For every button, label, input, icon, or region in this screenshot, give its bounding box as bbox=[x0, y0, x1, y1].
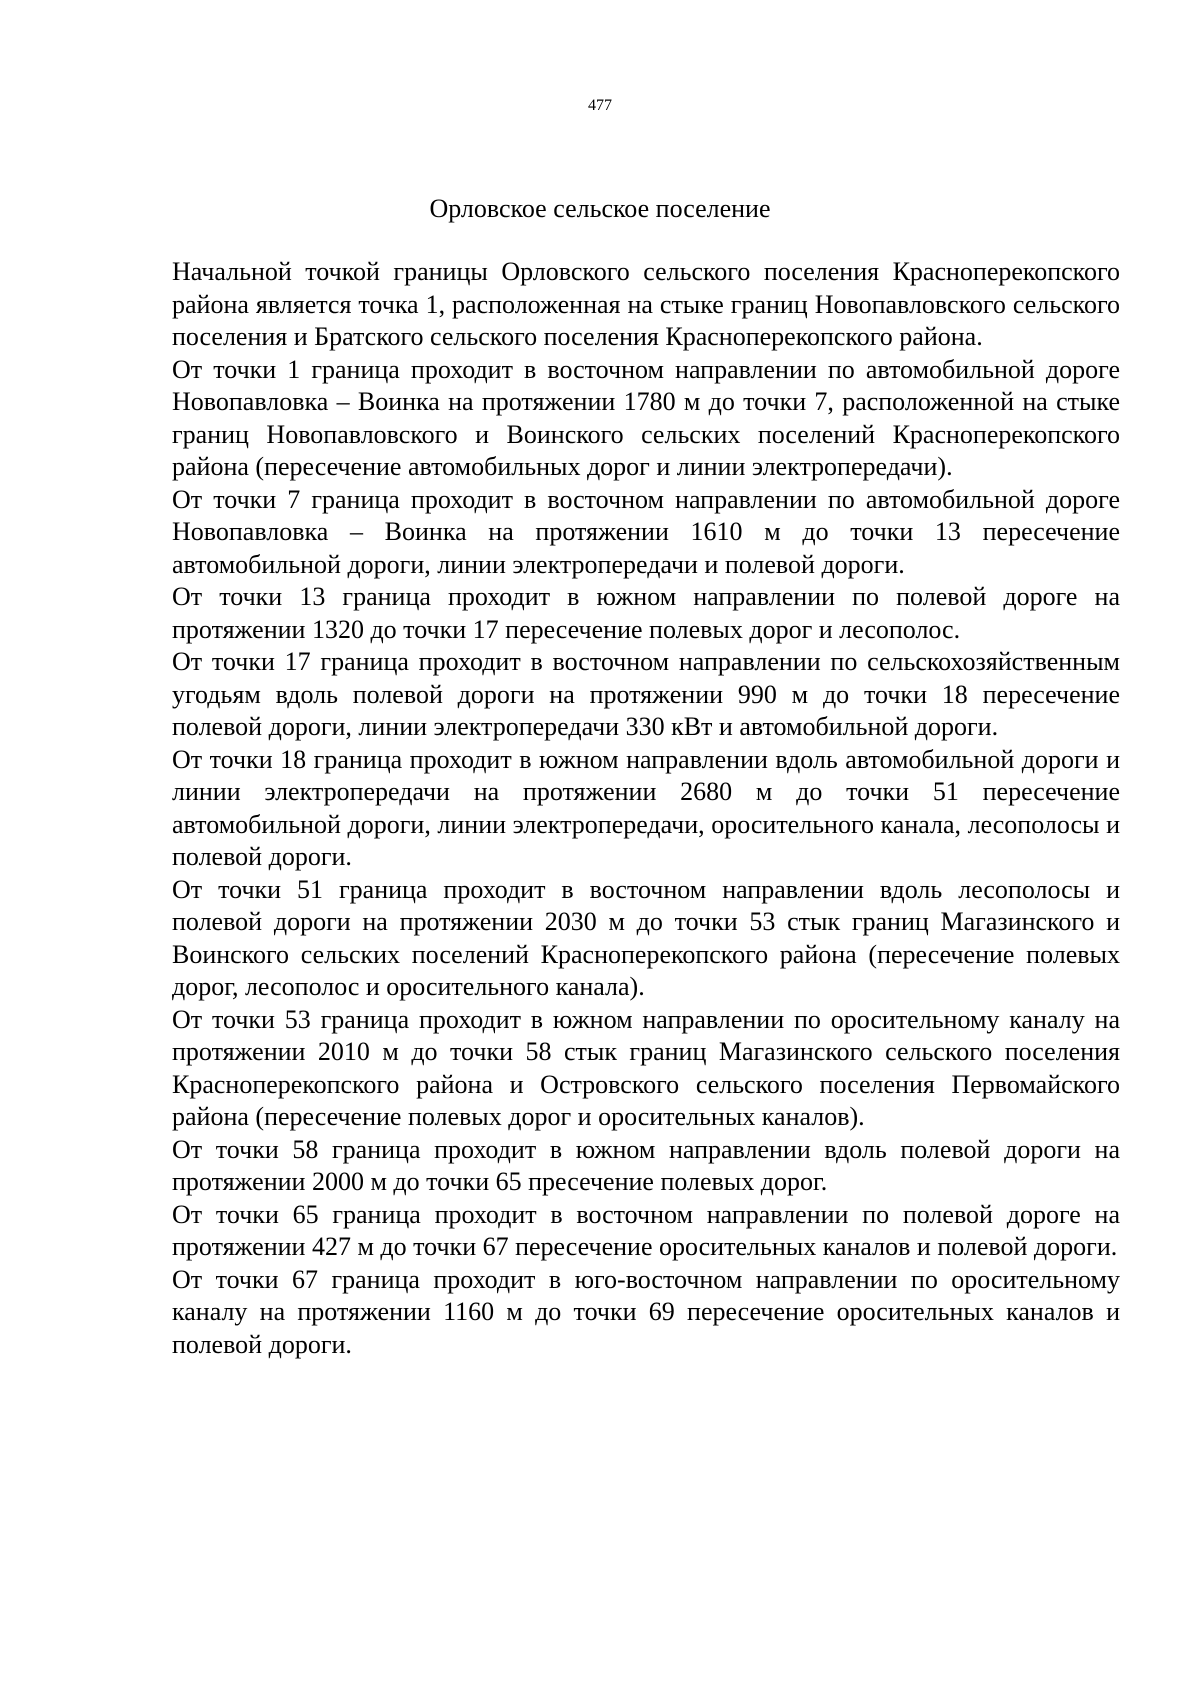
paragraph: От точки 1 граница проходит в восточном направлении по автомобильной дороге Новопавловка – Воинка на протяжении 1780 м до точки 7, расположенной на стыке границ Новопавловского и Воинского сельских поселений Красноперекопского района (пересечение автомобильных дорог и линии электропередачи). bbox=[172, 354, 1120, 481]
section-title: Орловское сельское поселение bbox=[429, 194, 771, 223]
paragraph: От точки 17 граница проходит в восточном направлении по сельскохозяйственным угодьям вдоль полевой дороги на протяжении 990 м до точки 18 пересечение полевой дороги, линии электропередачи 330 кВт и автомобильной дороги. bbox=[172, 647, 1120, 741]
paragraph: От точки 67 граница проходит в юго-восточном направлении по оросительному каналу на протяжении 1160 м до точки 69 пересечение оросительных каналов и полевой дороги. bbox=[172, 1264, 1120, 1359]
paragraph: От точки 65 граница проходит в восточном направлении по полевой дороге на протяжении 427 м до точки 67 пересечение оросительных каналов и полевой дороги. bbox=[172, 1199, 1120, 1261]
paragraph: От точки 51 граница проходит в восточном направлении вдоль лесополосы и полевой дороги на протяжении 2030 м до точки 53 стык границ Магазинского и Воинского сельских поселений Красноперекопского района (пересечение полевых дорог, лесополос и оросительного канала). bbox=[172, 874, 1120, 1001]
paragraph: От точки 58 граница проходит в южном направлении вдоль полевой дороги на протяжении 2000 м до точки 65 пресечение полевых дорог. bbox=[172, 1134, 1120, 1196]
paragraph: Начальной точкой границы Орловского сельского поселения Красноперекопского района является точка 1, расположенная на стыке границ Новопавловского сельского поселения и Братского сельского поселения Красноперекопского района. bbox=[172, 257, 1120, 351]
document-body bbox=[172, 256, 1120, 1361]
paragraph: От точки 18 граница проходит в южном направлении вдоль автомобильной дороги и линии электропередачи на протяжении 2680 м до точки 51 пересечение автомобильной дороги, линии электропередачи, оросительного канала, лесополосы и полевой дороги. bbox=[172, 744, 1120, 871]
paragraph: От точки 53 граница проходит в южном направлении по оросительному каналу на протяжении 2010 м до точки 58 стык границ Магазинского сельского поселения Красноперекопского района и Островского сельского поселения Первомайского района (пересечение полевых дорог и оросительных каналов). bbox=[172, 1004, 1120, 1131]
paragraph: От точки 7 граница проходит в восточном направлении по автомобильной дороге Новопавловка – Воинка на протяжении 1610 м до точки 13 пересечение автомобильной дороги, линии электропередачи и полевой дороги. bbox=[172, 484, 1120, 579]
page-number: 477 bbox=[588, 97, 612, 114]
paragraph: От точки 13 граница проходит в южном направлении по полевой дороге на протяжении 1320 до точки 17 пересечение полевых дорог и лесополос. bbox=[172, 582, 1120, 644]
